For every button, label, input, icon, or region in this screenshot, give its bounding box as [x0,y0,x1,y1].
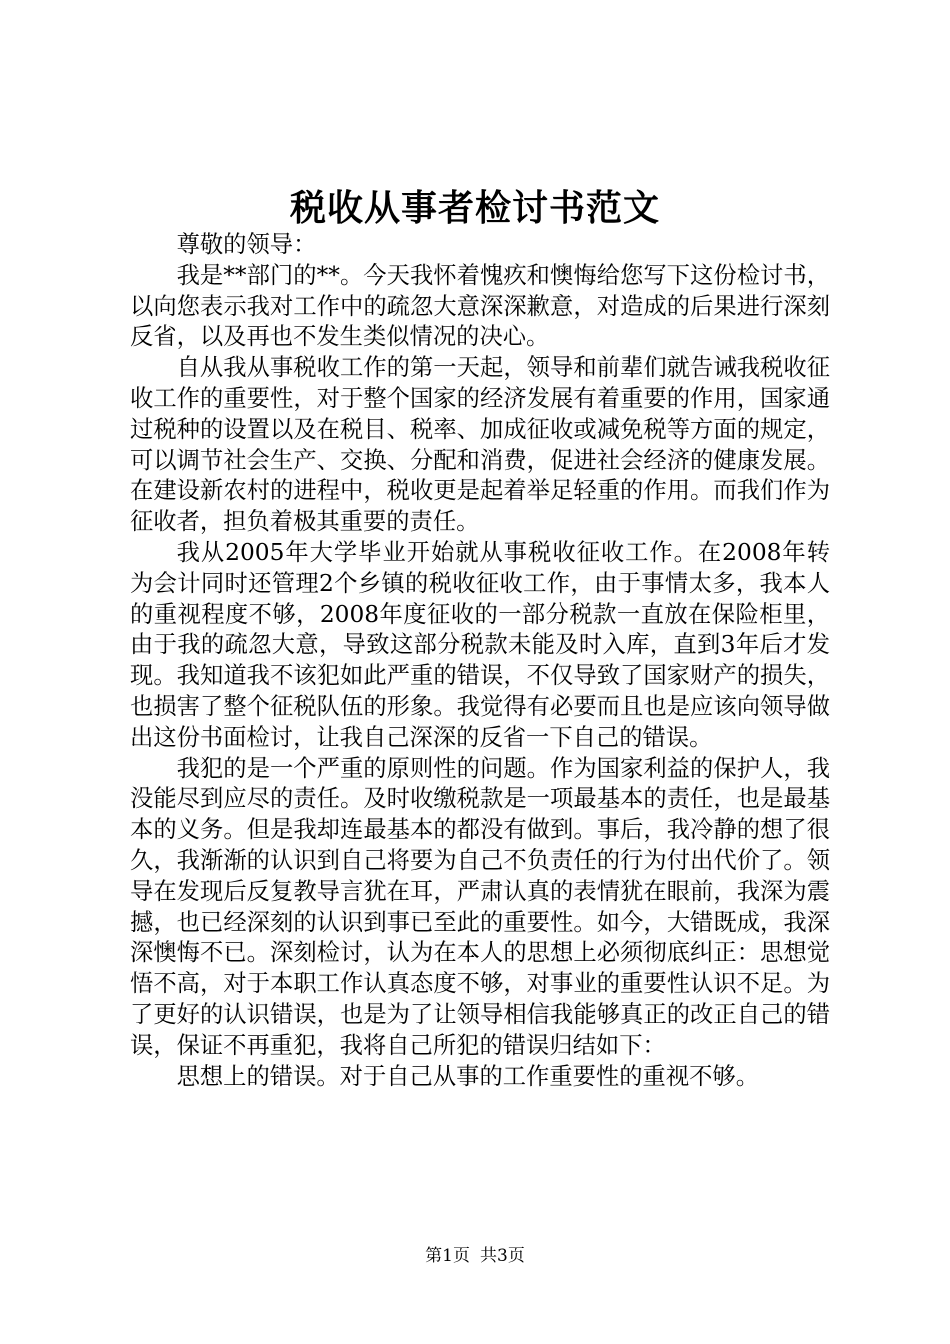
paragraph: 我是**部门的**。今天我怀着愧疚和懊悔给您写下这份检讨书，以向您表示我对工作中的疏忽大意深深歉意，对造成的后果进行深刻反省，以及再也不发生类似情况的决心。 [130,261,830,351]
document-title: 税收从事者检讨书范文 [289,187,660,229]
salutation: 尊敬的领导： [176,231,317,258]
paragraph: 思想上的错误。对于自己从事的工作重要性的重视不够。 [176,1062,760,1090]
page-number: 第1页 [425,1246,470,1266]
document-body [130,230,830,1092]
page-footer [0,1244,950,1268]
page-total: 共3页 [480,1246,525,1266]
paragraph: 我犯的是一个严重的原则性的问题。作为国家利益的保护人，我没能尽到应尽的责任。及时收缴税款是一项最基本的责任，也是最基本的义务。但是我却连最基本的都没有做到。事后，我冷静的想了很久，我渐渐的认识到自己将要为自己不负责任的行为付出代价了。领导在发现后反复教导言犹在耳，严肃认真的表情犹在眼前，我深为震撼，也已经深刻的认识到事已至此的重要性。如今，大错既成，我深深懊悔不已。深刻检讨，认为在本人的思想上必须彻底纠正：思想觉悟不高，对于本职工作认真态度不够，对事业的重要性认识不足。为了更好的认识错误，也是为了让领导相信我能够真正的改正自己的错误，保证不再重犯，我将自己所犯的错误归结如下： [130,754,830,1059]
paragraph: 自从我从事税收工作的第一天起，领导和前辈们就告诫我税收征收工作的重要性，对于整个国家的经济发展有着重要的作用，国家通过税种的设置以及在税目、税率、加成征收或减免税等方面的规定，可以调节社会生产、交换、分配和消费，促进社会经济的健康发展。在建设新农村的进程中，税收更是起着举足轻重的作用。而我们作为征收者，担负着极其重要的责任。 [130,354,830,536]
paragraph: 我从2005年大学毕业开始就从事税收征收工作。在2008年转为会计同时还管理2个乡镇的税收征收工作，由于事情太多，我本人的重视程度不够，2008年度征收的一部分税款一直放在保险柜里，由于我的疏忽大意，导致这部分税款未能及时入库，直到3年后才发现。我知道我不该犯如此严重的错误，不仅导致了国家财产的损失，也损害了整个征税队伍的形象。我觉得有必要而且也是应该向领导做出这份书面检讨，让我自己深深的反省一下自己的错误。 [130,538,830,751]
